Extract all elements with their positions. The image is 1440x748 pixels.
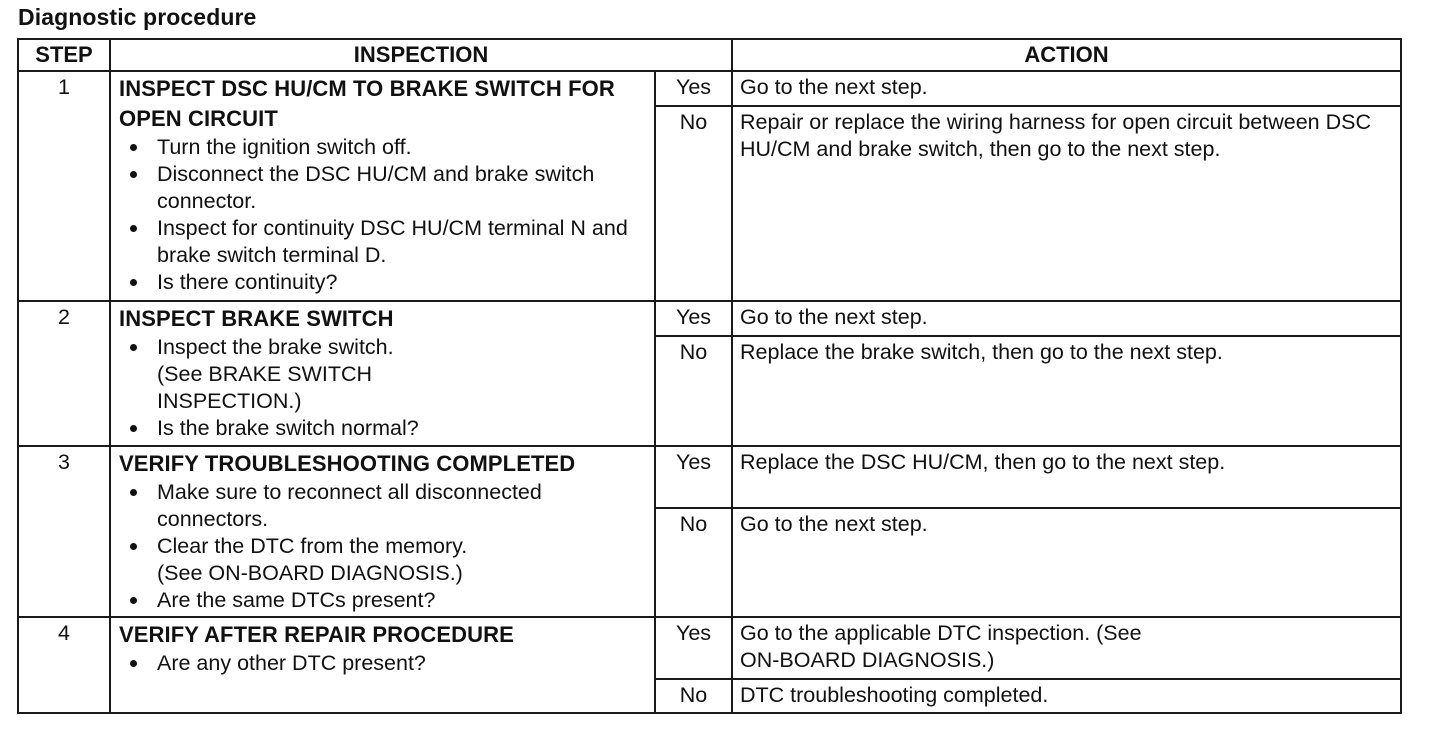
step-inspection [110, 617, 655, 713]
step-bullets [119, 479, 648, 614]
no-label: No [655, 106, 732, 301]
header-action: ACTION [732, 39, 1401, 71]
yes-action: Go to the applicable DTC inspection. (See ON-BOARD DIAGNOSIS.) [732, 617, 1401, 679]
no-action: Replace the brake switch, then go to the next step. [732, 336, 1401, 446]
step-bullets [119, 134, 648, 296]
step-heading: INSPECT DSC HU/CM TO BRAKE SWITCH FOR OPEN CIRCUIT [119, 76, 615, 131]
no-action: DTC troubleshooting completed. [732, 679, 1401, 713]
step-number: 2 [18, 301, 110, 446]
step-heading: VERIFY TROUBLESHOOTING COMPLETED [119, 451, 576, 476]
page-title: Diagnostic procedure [18, 4, 257, 30]
bullet-item: Inspect the brake switch. (See BRAKE SWITCH INSPECTION.) [119, 334, 648, 415]
bullet-item: Turn the ignition switch off. [119, 134, 648, 161]
yes-label: Yes [655, 71, 732, 106]
header-row [18, 39, 1401, 71]
yes-label: Yes [655, 617, 732, 679]
bullet-item: Are any other DTC present? [119, 650, 648, 677]
no-label: No [655, 679, 732, 713]
yes-action: Replace the DSC HU/CM, then go to the next step. [732, 446, 1401, 508]
bullet-item: Inspect for continuity DSC HU/CM terminal N and brake switch terminal D. [119, 215, 648, 269]
step-4-yes-row [18, 617, 1401, 679]
yes-label: Yes [655, 301, 732, 336]
step-1-yes-row [18, 71, 1401, 106]
bullet-item: Is there continuity? [119, 269, 648, 296]
step-inspection [110, 446, 655, 617]
step-3-yes-row [18, 446, 1401, 508]
step-heading: INSPECT BRAKE SWITCH [119, 306, 394, 331]
step-number: 1 [18, 71, 110, 301]
step-inspection [110, 301, 655, 446]
step-2-yes-row [18, 301, 1401, 336]
bullet-item: Are the same DTCs present? [119, 587, 648, 614]
no-action: Go to the next step. [732, 508, 1401, 617]
step-bullets [119, 650, 648, 677]
header-step: STEP [18, 39, 110, 71]
bullet-item: Disconnect the DSC HU/CM and brake switch connector. [119, 161, 648, 215]
no-label: No [655, 508, 732, 617]
step-bullets [119, 334, 648, 442]
step-inspection [110, 71, 655, 301]
yes-action: Go to the next step. [732, 301, 1401, 336]
no-label: No [655, 336, 732, 446]
bullet-item: Clear the DTC from the memory. (See ON-BOARD DIAGNOSIS.) [119, 533, 648, 587]
bullet-item: Is the brake switch normal? [119, 415, 648, 442]
diagnostic-procedure-table [17, 38, 1402, 714]
yes-label: Yes [655, 446, 732, 508]
no-action: Repair or replace the wiring harness for open circuit between DSC HU/CM and brake switch, then go to the next step. [732, 106, 1401, 301]
step-number: 4 [18, 617, 110, 713]
bullet-item: Make sure to reconnect all disconnected connectors. [119, 479, 648, 533]
step-number: 3 [18, 446, 110, 617]
yes-action: Go to the next step. [732, 71, 1401, 106]
header-inspection: INSPECTION [110, 39, 732, 71]
step-heading: VERIFY AFTER REPAIR PROCEDURE [119, 622, 514, 647]
